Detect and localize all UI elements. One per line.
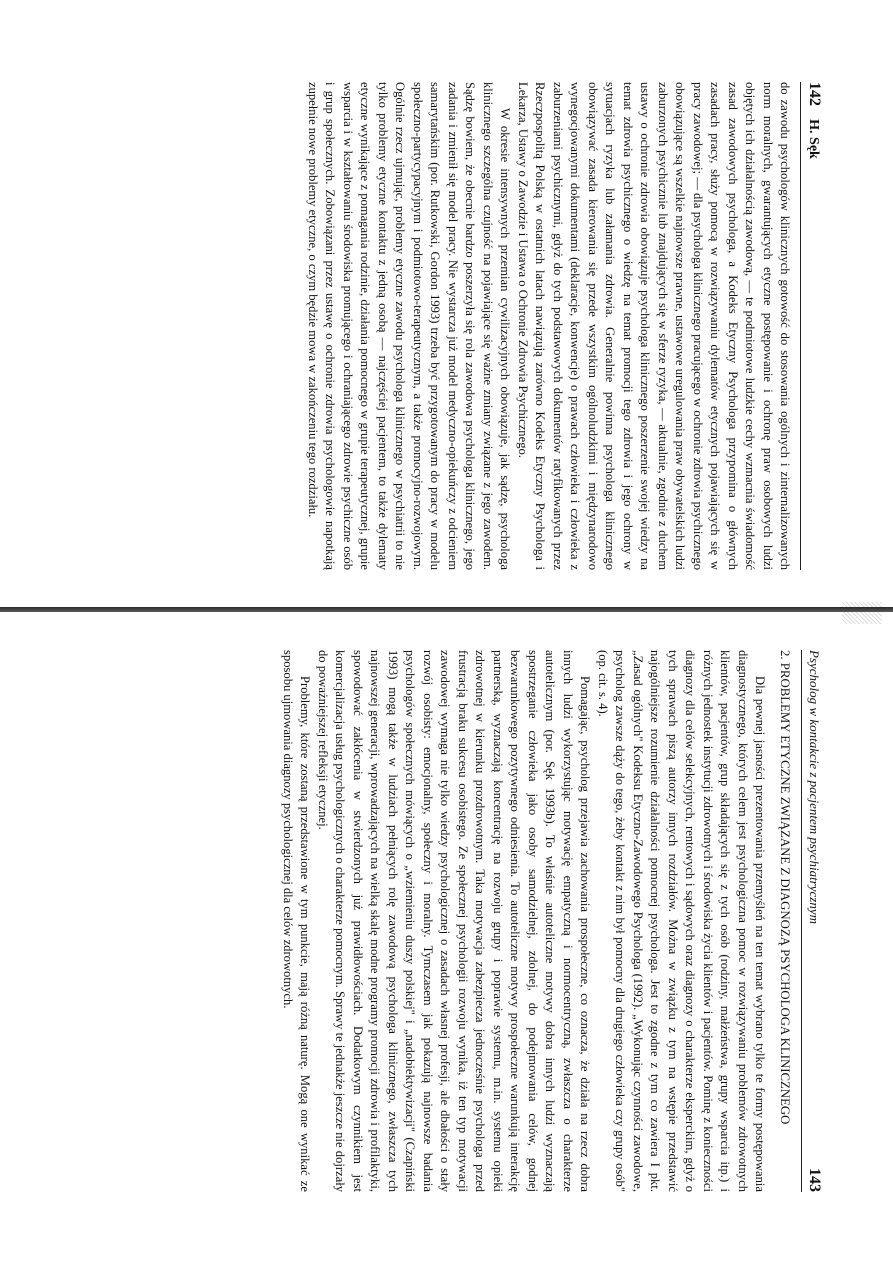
- running-title: Psycholog w kontakcie z pacjentem psychiatrycznym: [807, 650, 822, 924]
- author-name: H. Sęk: [806, 119, 821, 159]
- running-head-right: [802, 650, 824, 1192]
- page-142: [63, 82, 823, 570]
- page-number: 143: [806, 1168, 823, 1192]
- section-heading: 2. PROBLEMY ETYCZNE ZWIĄZANE Z DIAGNOZĄ PSYCHOLOGA KLINICZNEGO: [778, 650, 793, 1125]
- page-number: 142: [806, 82, 823, 106]
- scan-speck: [842, 602, 882, 624]
- paragraph: do zawodu psychologów klinicznych gotowość do stosowania ogólnych i zinternalizowanych norm moralnych, gwarantujących etyczne postępowanie i ochronę praw osobowych ludzi objętych ich działalnością zawodową, — te podmiotowe ludzkie cechy wzmacnia świadomość zasad zawodowych psychologa, a Kodeks Etyczny Psychologa przypomina o głównych zasadach pracy, służy pomocą w rozwiązywaniu dylematów etycznych pojawiających się w pracy zawodowej; — dla psychologa klinicznego pracującego w ochronie zdrowia psychicznego obowiązujące są wszelkie najnowsze prawne, ustawowe uregulowania praw obywatelskich ludzi zaburzonych psychicznie lub znajdujących się w sferze ryzyka, — aktualnie, zgodnie z duchem ustawy o ochronie zdrowia obowiązuje psychologa klinicznego poszerzenie swojej wiedzy na temat zdrowia psychicznego o wiedzę na temat promocji tego zdrowia i jego ochrony w sytuacjach ryzyka lub załamania zdrowia. Generalnie powinna psychologa klinicznego obowiązywać zasada kierowania się przede wszystkim ogólnoludzkimi i międzynarodowo wynegocjowanymi dokumentami (deklaracje, konwencje) o prawach człowieka i człowieka z zaburzeniami psychicznymi, gdyż do tych podstawowych dokumentów ratyfikowanych przez Rzeczpospolitą Polską w ostatnich latach nawiązują zarówno Kodeks Etyczny Psychologa i Lekarza, Ustawy o Zawodzie i Ustawa o Ochronie Zdrowia Psychicznego.: [516, 82, 793, 570]
- page-143: [63, 650, 823, 1192]
- running-head-left: [801, 82, 824, 570]
- book-gutter: [0, 607, 893, 612]
- paragraph: W okresie intensywnych przemian cywilizacyjnych obowiązuje, jak sądzę, psychologa klinicznego szczególna czujność na pojawiające się ważne zmiany związane z jego zawodem. Sądzę bowiem, że obecnie bardzo poszerzyła się rola zawodowa psychologa klinicznego, jego zadania i zmienił się model pracy. Nie wystarcza już model medyczno-opiekuńczy z odcieniem samarytańskim (por. Rutkowski, Gordon 1993) trzeba być przygotowanym do pracy w modelu społeczno-partycypacyjnym i podmiotowo-terapeutycznym, a także promocyjno-rozwojowym. Ogólnie rzecz ujmując, problemy etyczne zawodu psychologa klinicznego w psychiatrii to nie tylko problemy etyczne kontaktu z jedną osobą — najczęściej pacjentem, to także dylematy etyczne wynikające z pomagania rodzinie, działania pomocnego w grupie terapeutycznej, grupie wsparcia i w kształtowaniu środowiska promującego i ochraniającego zdrowie psychiczne osób i grup społecznych. Zobowiązani przez ustawę o ochronie zdrowia psychologowie napotkają zupełnie nowe problemy etyczne, o czym będzie mowa w zakończeniu tego rozdziału.: [306, 82, 513, 570]
- paragraph: Pomagając, psycholog przejawia zachowania prospołeczne, co oznacza, że działa na rzecz dobra innych ludzi wykorzystując motywację empatyczną i normocentryczną, zwłaszcza o charakterze autotelicznym (por. Sęk 1993b). To właśnie autoteliczne motywy dobra innych ludzi wyznaczają spostrzeganie człowieka jako osoby samodzielnej, zdolnej, do podejmowania celów, godnej bezwarunkowego pozytywnego odniesienia. To autoteliczne motywy prospołeczne warunkują interakcję partnerską, wyznaczają koncentrację na rozwoju grupy i poprawie systemu, m.in. systemu opieki zdrowotnej w kierunku prozdrowotnym. Taka motywacja zabezpiecza jednocześnie psychologa przed frustracją braku sukcesu osobistego. Ze społecznej psychologii rozwoju wynika, iż ten typ motywacji zawodowej wymaga nie tylko wiedzy psychologicznej o zasadach własnej profesji, ale dbałości o stały rozwój osobisty: emocjonalny, społeczny i moralny. Tymczasem jak pokazują najnowsze badania psychologów społecznych mówiących o „wziemieniu duszy polskiej" i „nadobiektywizacji" (Czapiński 1993) mogą także w ludziach pełniących rolę zawodową psychologa klinicznego, zwłaszcza tych najnowszej generacji, wprowadzających na wielką skalę modne programy promocji zdrowia i profilaktyki, spowodować zakłócenia w stwierdzonych już prawidłowościach. Dodatkowym czynnikiem jest komercjalizacja usług psychologicznych o charakterze pomocnym. Sprawy te jednakże jeszcze nie dojrzały do poważniejszej refleksji etycznej.: [316, 650, 593, 1192]
- paragraph: Problemy, które zostaną przedstawione w tym punkcie, mają różną naturę. Mogą one wynikać ze sposobu ujmowania diagnozy psychologicznej dla celów zdrowotnych.: [281, 650, 313, 1192]
- paragraph: Dla pewnej jasności prezentowania przemyśleń na ten temat wybrano tylko te formy postępowania diagnostycznego, których celem jest psychologiczna pomoc w rozwiązywaniu problemów zdrowotnych klientów, pacjentów, grup składających się z tych osób (rodziny, małżeństwa, grupy wsparcia itp.) i różnych jednostek instytucji zdrowotnych i środowiska życia klientów i pacjentów. Pominę z konieczności diagnozy dla celów selekcyjnych, rentowych i sądowych oraz diagnozy o charakterze eksperckim, gdyż o tych sprawach piszą autorzy innych rozdziałów. Można w związku z tym na wstępie przedstawić najogólniejsze rozumienie działalności pomocnej psychologa. Jest to zgodne z tym co zawiera I pkt. „Zasad ogólnych" Kodeksu Etyczno-Zawodowego Psychologa (1992). „Wykonując czynności zawodowe, psycholog zawsze dąży do tego, żeby kontakt z nim był pomocny dla drugiego człowieka czy grupy osób" (op. cit. s. 4).: [596, 650, 768, 1192]
